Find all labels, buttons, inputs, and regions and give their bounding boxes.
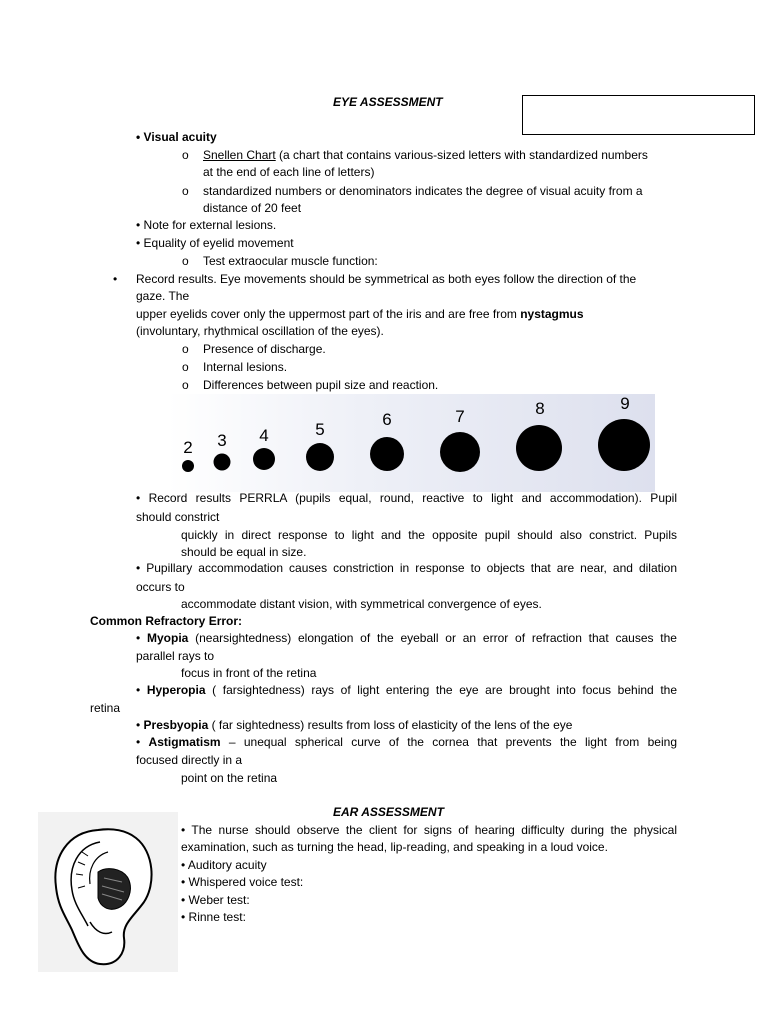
pupil-size-label: 3	[217, 431, 227, 450]
presbyopia-desc: ( far sightedness) results from loss of elasticity of the lens of the eye	[208, 718, 573, 732]
accommodation-line3: accommodate distant vision, with symmetrical convergence of eyes.	[181, 597, 542, 611]
eyelid-equality-item: • Equality of eyelid movement	[136, 236, 294, 250]
sub-marker: o	[182, 184, 189, 198]
pupil-size-svg	[168, 394, 655, 492]
ear-observe-line1: • The nurse should observe the client for signs of hearing difficulty during the physical	[181, 823, 677, 837]
note-lesions-item: • Note for external lesions.	[136, 218, 277, 232]
snellen-chart-link[interactable]: Snellen Chart	[203, 148, 276, 162]
bullet: •	[136, 735, 149, 749]
pupil-dot	[440, 432, 480, 472]
visual-acuity-item: • Visual acuity	[136, 130, 217, 144]
ear-observe-line2: examination, such as turning the head, lip-reading, and speaking in a loud voice.	[181, 840, 608, 854]
astigmatism-line2: focused directly in a	[136, 753, 243, 767]
pupil-dot	[516, 425, 562, 471]
snellen-desc-cont: at the end of each line of letters)	[203, 165, 375, 179]
pupil-size-label: 6	[382, 410, 392, 429]
accommodation-line2: occurs to	[136, 580, 185, 594]
standardized-numbers-line2: distance of 20 feet	[203, 201, 302, 215]
sub-marker: o	[182, 360, 189, 374]
pupil-difference-item: Differences between pupil size and reaction.	[203, 378, 439, 392]
sub-marker: o	[182, 378, 189, 392]
pupil-size-label: 9	[620, 394, 630, 413]
extraocular-test-item: Test extraocular muscle function:	[203, 254, 378, 268]
myopia-term: Myopia	[147, 631, 189, 645]
eye-assessment-title: EYE ASSESSMENT	[333, 95, 443, 109]
sub-marker: o	[182, 148, 189, 162]
perrla-line3: quickly in direct response to light and the opposite pupil should also constrict. Pupils	[181, 528, 677, 542]
pupil-size-label: 4	[259, 426, 269, 445]
record-bullet: •	[113, 272, 118, 286]
accommodation-line1: • Pupillary accommodation causes constriction in response to objects that are near, and dilation	[136, 561, 677, 575]
pupil-dot	[182, 460, 194, 472]
hyperopia-line2: retina	[90, 701, 121, 715]
pupil-size-label: 8	[535, 399, 545, 418]
snellen-line	[203, 148, 648, 163]
snellen-desc: (a chart that contains various-sized letters with standardized numbers	[275, 148, 648, 162]
pupil-size-label: 7	[455, 407, 465, 426]
header-box	[522, 95, 755, 135]
pupil-dot	[370, 437, 404, 471]
sub-marker: o	[182, 254, 189, 268]
sub-marker: o	[182, 342, 189, 356]
myopia-desc: (nearsightedness) elongation of the eyeball or an error of refraction that causes the	[188, 631, 677, 645]
pupil-size-label: 5	[315, 420, 325, 439]
refractory-heading: Common Refractory Error:	[90, 614, 243, 628]
bullet: •	[136, 631, 147, 645]
astigmatism-desc: – unequal spherical curve of the cornea that prevents the light from being	[220, 735, 677, 749]
presbyopia-term: Presbyopia	[143, 718, 209, 732]
myopia-line2: parallel rays to	[136, 649, 215, 663]
nystagmus-term: nystagmus	[520, 307, 584, 321]
ear-assessment-title: EAR ASSESSMENT	[333, 805, 444, 819]
hyperopia-term: Hyperopia	[146, 683, 206, 697]
myopia-line1	[136, 630, 677, 648]
astigmatism-line1	[136, 734, 677, 752]
internal-lesions-item: Internal lesions.	[203, 360, 288, 374]
hyperopia-line1	[136, 682, 677, 700]
astigmatism-line3: point on the retina	[181, 771, 278, 785]
perrla-line1: • Record results PERRLA (pupils equal, round, reactive to light and accommodation). Pupil	[136, 491, 677, 505]
record-results-line4: (involuntary, rhythmical oscillation of the eyes).	[136, 324, 384, 338]
presbyopia-line	[136, 718, 572, 733]
astigmatism-term: Astigmatism	[148, 735, 221, 749]
whispered-voice-item: • Whispered voice test:	[181, 875, 304, 889]
record-results-line1: Record results. Eye movements should be symmetrical as both eyes follow the direction of the	[136, 272, 637, 286]
pupil-size-chart	[168, 394, 655, 492]
record-results-line3-text: upper eyelids cover only the uppermost part of the iris and are free from	[136, 307, 521, 321]
record-results-line2: gaze. The	[136, 289, 190, 303]
ear-illustration	[38, 812, 178, 972]
pupil-dot	[214, 454, 231, 471]
perrla-line2: should constrict	[136, 510, 220, 524]
bullet: •	[136, 683, 147, 697]
bullet: •	[136, 718, 144, 732]
perrla-line4: should be equal in size.	[181, 545, 307, 559]
pupil-size-label: 2	[183, 438, 193, 457]
pupil-dot	[598, 419, 650, 471]
weber-test-item: • Weber test:	[181, 893, 250, 907]
pupil-dot	[306, 443, 334, 471]
pupil-dot	[253, 448, 275, 470]
discharge-item: Presence of discharge.	[203, 342, 326, 356]
rinne-test-item: • Rinne test:	[181, 910, 246, 924]
hyperopia-desc: ( farsightedness) rays of light entering the eye are brought into focus behind the	[205, 683, 677, 697]
auditory-acuity-item: • Auditory acuity	[181, 858, 267, 872]
myopia-line3: focus in front of the retina	[181, 666, 317, 680]
standardized-numbers-line1: standardized numbers or denominators indicates the degree of visual acuity from a	[203, 184, 643, 198]
record-results-line3	[136, 307, 584, 322]
